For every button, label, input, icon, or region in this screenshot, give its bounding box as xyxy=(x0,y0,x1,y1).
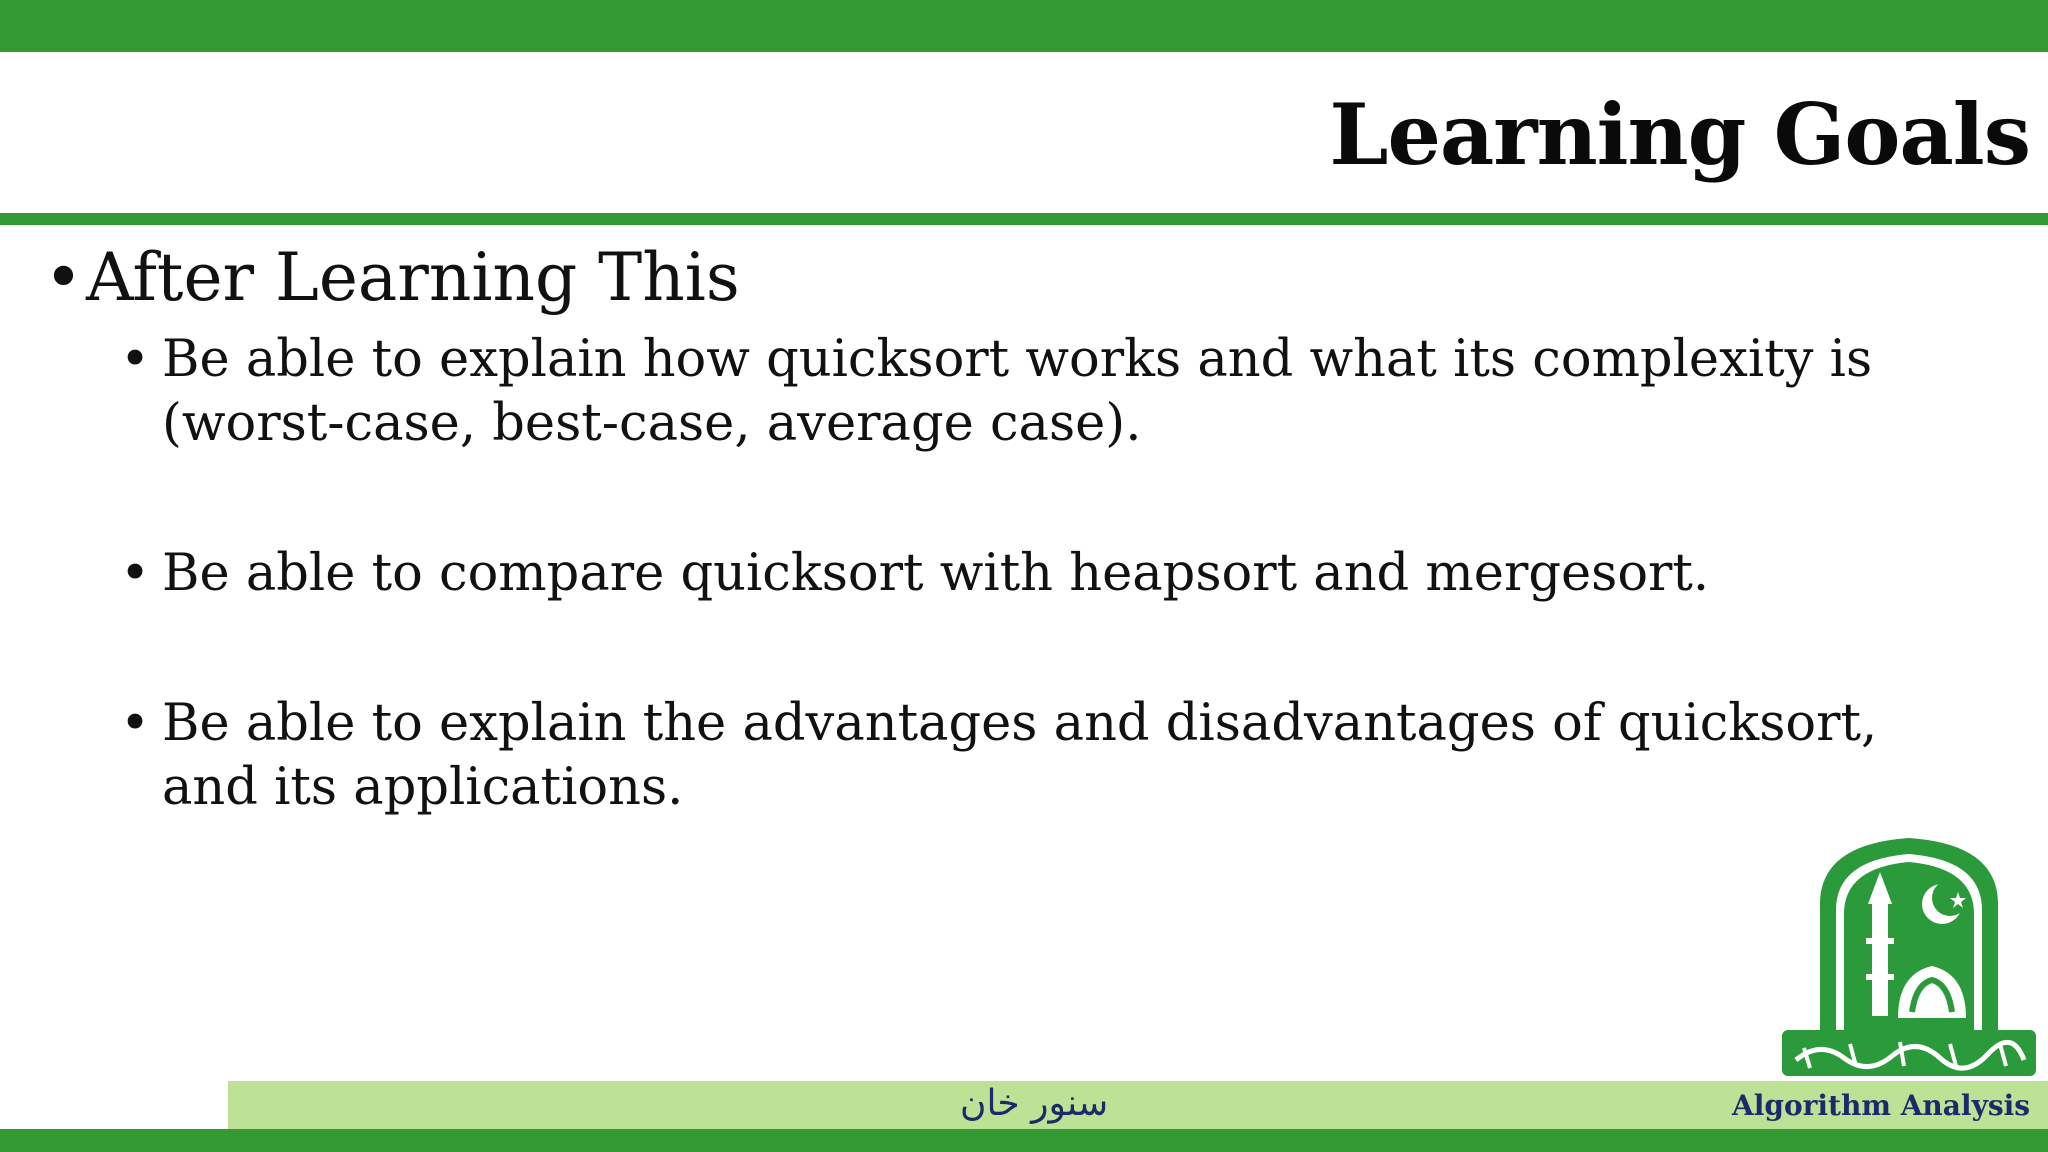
footer-left-gap xyxy=(0,1081,228,1129)
title-divider xyxy=(0,213,2048,225)
sub-bullet-text: Be able to compare quicksort with heapsort and mergesort. xyxy=(162,544,1710,603)
sub-bullet-3 xyxy=(120,692,1940,820)
main-bullet-text: After Learning This xyxy=(86,239,740,316)
footer-author: سنور خان xyxy=(960,1083,1109,1124)
bottom-green-bar xyxy=(0,1129,2048,1152)
university-crest-icon xyxy=(1780,834,2038,1080)
sub-bullet-1 xyxy=(120,328,1940,456)
slide-title: Learning Goals xyxy=(1329,85,2030,184)
sub-bullet-text: Be able to explain the advantages and disadvantages of quicksort, and its applications. xyxy=(162,694,1878,817)
bullet-marker: • xyxy=(44,239,83,316)
footer-course-name: Algorithm Analysis xyxy=(1732,1089,2030,1122)
bullet-marker: • xyxy=(120,544,151,603)
sub-bullet-2 xyxy=(120,542,1940,606)
top-green-bar xyxy=(0,0,2048,52)
main-bullet xyxy=(44,238,740,318)
bullet-marker: • xyxy=(120,330,151,389)
bullet-marker: • xyxy=(120,694,151,753)
sub-bullet-text: Be able to explain how quicksort works and what its complexity is (worst-case, best-case, average case). xyxy=(162,330,1873,453)
